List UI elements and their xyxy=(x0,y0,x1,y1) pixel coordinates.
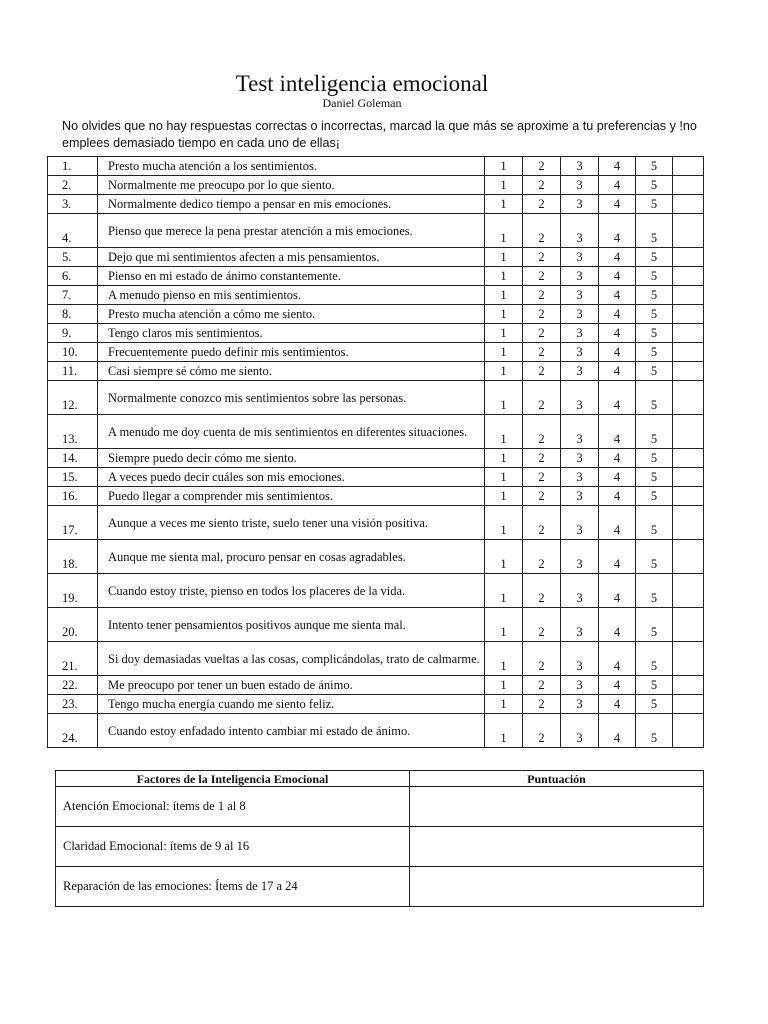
answer-option-1[interactable]: 1 xyxy=(485,449,523,468)
table-row xyxy=(48,608,704,642)
answer-option-4[interactable]: 4 xyxy=(599,214,636,248)
answer-option-4[interactable]: 4 xyxy=(599,381,636,415)
item-question: Tengo claros mis sentimientos. xyxy=(98,324,485,343)
table-row xyxy=(48,695,704,714)
answer-blank-cell[interactable] xyxy=(673,642,704,676)
item-number: 23. xyxy=(48,695,98,714)
answer-blank-cell[interactable] xyxy=(673,286,704,305)
item-number: 8. xyxy=(48,305,98,324)
answer-option-3[interactable]: 3 xyxy=(561,468,599,487)
table-row xyxy=(48,214,704,248)
answer-option-3[interactable]: 3 xyxy=(561,286,599,305)
item-number: 15. xyxy=(48,468,98,487)
table-row xyxy=(48,248,704,267)
answer-blank-cell[interactable] xyxy=(673,487,704,506)
answer-option-4[interactable]: 4 xyxy=(599,574,636,608)
answer-blank-cell[interactable] xyxy=(673,267,704,286)
item-question: Casi siempre sé cómo me siento. xyxy=(98,362,485,381)
answer-blank-cell[interactable] xyxy=(673,195,704,214)
answer-option-3[interactable]: 3 xyxy=(561,343,599,362)
answer-option-1[interactable]: 1 xyxy=(485,574,523,608)
answer-option-5[interactable]: 5 xyxy=(636,267,673,286)
answer-option-3[interactable]: 3 xyxy=(561,214,599,248)
answer-option-4[interactable]: 4 xyxy=(599,248,636,267)
answer-option-1[interactable]: 1 xyxy=(485,608,523,642)
answer-option-5[interactable]: 5 xyxy=(636,449,673,468)
item-question: Cuando estoy triste, pienso en todos los placeres de la vida. xyxy=(98,574,485,608)
answer-option-5[interactable]: 5 xyxy=(636,608,673,642)
factor-score-cell[interactable] xyxy=(410,787,704,827)
table-row xyxy=(48,415,704,449)
answer-option-4[interactable]: 4 xyxy=(599,449,636,468)
table-row xyxy=(48,449,704,468)
item-question: Normalmente conozco mis sentimientos sobre las personas. xyxy=(98,381,485,415)
item-question: Normalmente dedico tiempo a pensar en mis emociones. xyxy=(98,195,485,214)
answer-option-3[interactable]: 3 xyxy=(561,267,599,286)
answer-option-5[interactable]: 5 xyxy=(636,324,673,343)
item-question: Pienso en mi estado de ánimo constantemente. xyxy=(98,267,485,286)
questionnaire-table xyxy=(47,156,704,748)
answer-option-5[interactable]: 5 xyxy=(636,714,673,748)
answer-option-5[interactable]: 5 xyxy=(636,195,673,214)
answer-option-1[interactable]: 1 xyxy=(485,267,523,286)
answer-option-1[interactable]: 1 xyxy=(485,195,523,214)
answer-blank-cell[interactable] xyxy=(673,676,704,695)
table-row xyxy=(48,195,704,214)
answer-blank-cell[interactable] xyxy=(673,506,704,540)
answer-option-4[interactable]: 4 xyxy=(599,324,636,343)
item-number: 5. xyxy=(48,248,98,267)
answer-option-1[interactable]: 1 xyxy=(485,305,523,324)
answer-option-4[interactable]: 4 xyxy=(599,415,636,449)
answer-option-5[interactable]: 5 xyxy=(636,381,673,415)
answer-option-1[interactable]: 1 xyxy=(485,506,523,540)
answer-option-1[interactable]: 1 xyxy=(485,676,523,695)
item-question: A menudo me doy cuenta de mis sentimientos en diferentes situaciones. xyxy=(98,415,485,449)
factor-row xyxy=(56,787,704,827)
answer-option-4[interactable]: 4 xyxy=(599,176,636,195)
answer-option-5[interactable]: 5 xyxy=(636,540,673,574)
answer-blank-cell[interactable] xyxy=(673,468,704,487)
item-number: 16. xyxy=(48,487,98,506)
table-row xyxy=(48,267,704,286)
answer-blank-cell[interactable] xyxy=(673,176,704,195)
answer-option-1[interactable]: 1 xyxy=(485,381,523,415)
answer-option-2[interactable]: 2 xyxy=(523,676,561,695)
answer-option-5[interactable]: 5 xyxy=(636,305,673,324)
item-number: 4. xyxy=(48,214,98,248)
item-question: Pienso que merece la pena prestar atención a mis emociones. xyxy=(98,214,485,248)
answer-option-5[interactable]: 5 xyxy=(636,362,673,381)
answer-option-5[interactable]: 5 xyxy=(636,506,673,540)
answer-option-3[interactable]: 3 xyxy=(561,506,599,540)
answer-option-5[interactable]: 5 xyxy=(636,176,673,195)
table-row xyxy=(48,714,704,748)
answer-option-4[interactable]: 4 xyxy=(599,487,636,506)
answer-blank-cell[interactable] xyxy=(673,343,704,362)
answer-blank-cell[interactable] xyxy=(673,157,704,176)
item-number: 1. xyxy=(48,157,98,176)
table-row xyxy=(48,642,704,676)
item-question: A menudo pienso en mis sentimientos. xyxy=(98,286,485,305)
answer-option-2[interactable]: 2 xyxy=(523,362,561,381)
answer-option-1[interactable]: 1 xyxy=(485,248,523,267)
answer-option-4[interactable]: 4 xyxy=(599,157,636,176)
item-question: A veces puedo decir cuáles son mis emociones. xyxy=(98,468,485,487)
answer-option-2[interactable]: 2 xyxy=(523,415,561,449)
answer-blank-cell[interactable] xyxy=(673,214,704,248)
answer-option-2[interactable]: 2 xyxy=(523,214,561,248)
answer-option-3[interactable]: 3 xyxy=(561,487,599,506)
answer-option-4[interactable]: 4 xyxy=(599,195,636,214)
factor-label: Reparación de las emociones: Ítems de 17 a 24 xyxy=(56,867,410,907)
factor-row xyxy=(56,827,704,867)
table-row xyxy=(48,324,704,343)
factor-row xyxy=(56,867,704,907)
item-number: 11. xyxy=(48,362,98,381)
item-number: 22. xyxy=(48,676,98,695)
answer-option-5[interactable]: 5 xyxy=(636,286,673,305)
answer-option-2[interactable]: 2 xyxy=(523,540,561,574)
answer-option-5[interactable]: 5 xyxy=(636,214,673,248)
factor-score-cell[interactable] xyxy=(410,827,704,867)
answer-option-2[interactable]: 2 xyxy=(523,487,561,506)
item-number: 14. xyxy=(48,449,98,468)
answer-option-2[interactable]: 2 xyxy=(523,642,561,676)
table-row xyxy=(48,381,704,415)
answer-option-3[interactable]: 3 xyxy=(561,248,599,267)
answer-option-1[interactable]: 1 xyxy=(485,362,523,381)
answer-option-3[interactable]: 3 xyxy=(561,676,599,695)
item-question: Tengo mucha energía cuando me siento feliz. xyxy=(98,695,485,714)
answer-option-2[interactable]: 2 xyxy=(523,176,561,195)
answer-option-1[interactable]: 1 xyxy=(485,714,523,748)
answer-option-4[interactable]: 4 xyxy=(599,506,636,540)
table-row xyxy=(48,506,704,540)
answer-option-1[interactable]: 1 xyxy=(485,487,523,506)
factor-score-cell[interactable] xyxy=(410,867,704,907)
answer-option-5[interactable]: 5 xyxy=(636,574,673,608)
answer-option-4[interactable]: 4 xyxy=(599,695,636,714)
answer-option-2[interactable]: 2 xyxy=(523,195,561,214)
answer-option-5[interactable]: 5 xyxy=(636,642,673,676)
answer-option-2[interactable]: 2 xyxy=(523,248,561,267)
factors-header-score: Puntuación xyxy=(410,771,704,787)
answer-option-1[interactable]: 1 xyxy=(485,468,523,487)
item-question: Puedo llegar a comprender mis sentimientos. xyxy=(98,487,485,506)
answer-option-5[interactable]: 5 xyxy=(636,343,673,362)
answer-option-3[interactable]: 3 xyxy=(561,381,599,415)
answer-option-3[interactable]: 3 xyxy=(561,540,599,574)
answer-option-2[interactable]: 2 xyxy=(523,695,561,714)
item-number: 24. xyxy=(48,714,98,748)
answer-blank-cell[interactable] xyxy=(673,415,704,449)
factor-label: Atención Emocional: ítems de 1 al 8 xyxy=(56,787,410,827)
table-row xyxy=(48,540,704,574)
answer-blank-cell[interactable] xyxy=(673,381,704,415)
item-question: Siempre puedo decir cómo me siento. xyxy=(98,449,485,468)
item-number: 19. xyxy=(48,574,98,608)
answer-option-3[interactable]: 3 xyxy=(561,608,599,642)
answer-option-4[interactable]: 4 xyxy=(599,267,636,286)
answer-option-3[interactable]: 3 xyxy=(561,305,599,324)
table-row xyxy=(48,468,704,487)
answer-option-3[interactable]: 3 xyxy=(561,695,599,714)
answer-option-5[interactable]: 5 xyxy=(636,695,673,714)
item-question: Me preocupo por tener un buen estado de ánimo. xyxy=(98,676,485,695)
document-author: Daniel Goleman xyxy=(322,96,402,110)
answer-option-1[interactable]: 1 xyxy=(485,214,523,248)
item-question: Normalmente me preocupo por lo que siento. xyxy=(98,176,485,195)
answer-option-1[interactable]: 1 xyxy=(485,642,523,676)
item-number: 3. xyxy=(48,195,98,214)
answer-option-1[interactable]: 1 xyxy=(485,157,523,176)
answer-option-2[interactable]: 2 xyxy=(523,381,561,415)
item-number: 18. xyxy=(48,540,98,574)
item-question: Presto mucha atención a cómo me siento. xyxy=(98,305,485,324)
answer-option-4[interactable]: 4 xyxy=(599,714,636,748)
answer-option-1[interactable]: 1 xyxy=(485,343,523,362)
answer-option-3[interactable]: 3 xyxy=(561,642,599,676)
item-question: Si doy demasiadas vueltas a las cosas, complicándolas, trato de calmarme. xyxy=(98,642,485,676)
answer-blank-cell[interactable] xyxy=(673,248,704,267)
item-number: 20. xyxy=(48,608,98,642)
item-question: Cuando estoy enfadado intento cambiar mi estado de ánimo. xyxy=(98,714,485,748)
answer-option-3[interactable]: 3 xyxy=(561,324,599,343)
answer-option-5[interactable]: 5 xyxy=(636,676,673,695)
answer-blank-cell[interactable] xyxy=(673,714,704,748)
item-number: 12. xyxy=(48,381,98,415)
table-row xyxy=(48,676,704,695)
table-row xyxy=(48,176,704,195)
answer-option-4[interactable]: 4 xyxy=(599,343,636,362)
answer-option-3[interactable]: 3 xyxy=(561,449,599,468)
answer-option-2[interactable]: 2 xyxy=(523,343,561,362)
document-title: Test inteligencia emocional xyxy=(235,71,489,96)
item-question: Intento tener pensamientos positivos aunque me sienta mal. xyxy=(98,608,485,642)
item-number: 2. xyxy=(48,176,98,195)
item-question: Aunque a veces me siento triste, suelo tener una visión positiva. xyxy=(98,506,485,540)
answer-option-2[interactable]: 2 xyxy=(523,468,561,487)
answer-blank-cell[interactable] xyxy=(673,540,704,574)
answer-option-2[interactable]: 2 xyxy=(523,157,561,176)
item-number: 13. xyxy=(48,415,98,449)
item-number: 10. xyxy=(48,343,98,362)
item-question: Frecuentemente puedo definir mis sentimientos. xyxy=(98,343,485,362)
answer-option-2[interactable]: 2 xyxy=(523,449,561,468)
answer-blank-cell[interactable] xyxy=(673,574,704,608)
factors-table xyxy=(55,770,704,907)
answer-option-4[interactable]: 4 xyxy=(599,676,636,695)
table-row xyxy=(48,305,704,324)
instructions-text: No olvides que no hay respuestas correctas o incorrectas, marcad la que más se aproxime a tu preferencias y !no emplees demasiado tiempo en cada uno de ellas¡ xyxy=(62,119,697,150)
answer-option-1[interactable]: 1 xyxy=(485,695,523,714)
answer-option-5[interactable]: 5 xyxy=(636,248,673,267)
item-number: 6. xyxy=(48,267,98,286)
factor-label: Claridad Emocional: ítems de 9 al 16 xyxy=(56,827,410,867)
answer-option-2[interactable]: 2 xyxy=(523,574,561,608)
answer-option-3[interactable]: 3 xyxy=(561,362,599,381)
answer-option-1[interactable]: 1 xyxy=(485,540,523,574)
answer-blank-cell[interactable] xyxy=(673,449,704,468)
answer-option-2[interactable]: 2 xyxy=(523,714,561,748)
answer-option-5[interactable]: 5 xyxy=(636,487,673,506)
item-question: Dejo que mi sentimientos afecten a mis pensamientos. xyxy=(98,248,485,267)
answer-option-4[interactable]: 4 xyxy=(599,642,636,676)
table-row xyxy=(48,574,704,608)
answer-option-2[interactable]: 2 xyxy=(523,305,561,324)
item-question: Presto mucha atención a los sentimientos. xyxy=(98,157,485,176)
answer-option-4[interactable]: 4 xyxy=(599,468,636,487)
item-number: 9. xyxy=(48,324,98,343)
answer-option-2[interactable]: 2 xyxy=(523,267,561,286)
answer-option-4[interactable]: 4 xyxy=(599,286,636,305)
answer-option-1[interactable]: 1 xyxy=(485,324,523,343)
answer-option-4[interactable]: 4 xyxy=(599,540,636,574)
answer-option-2[interactable]: 2 xyxy=(523,324,561,343)
answer-option-1[interactable]: 1 xyxy=(485,176,523,195)
answer-option-3[interactable]: 3 xyxy=(561,714,599,748)
answer-option-3[interactable]: 3 xyxy=(561,195,599,214)
item-question: Aunque me sienta mal, procuro pensar en cosas agradables. xyxy=(98,540,485,574)
answer-option-1[interactable]: 1 xyxy=(485,415,523,449)
answer-option-2[interactable]: 2 xyxy=(523,608,561,642)
table-row xyxy=(48,157,704,176)
answer-blank-cell[interactable] xyxy=(673,362,704,381)
item-number: 17. xyxy=(48,506,98,540)
answer-blank-cell[interactable] xyxy=(673,305,704,324)
answer-option-3[interactable]: 3 xyxy=(561,415,599,449)
answer-option-1[interactable]: 1 xyxy=(485,286,523,305)
answer-option-4[interactable]: 4 xyxy=(599,362,636,381)
answer-option-2[interactable]: 2 xyxy=(523,286,561,305)
answer-option-5[interactable]: 5 xyxy=(636,157,673,176)
answer-option-3[interactable]: 3 xyxy=(561,176,599,195)
answer-option-5[interactable]: 5 xyxy=(636,415,673,449)
table-row xyxy=(48,362,704,381)
answer-option-3[interactable]: 3 xyxy=(561,157,599,176)
item-number: 7. xyxy=(48,286,98,305)
table-row xyxy=(48,343,704,362)
item-number: 21. xyxy=(48,642,98,676)
answer-option-2[interactable]: 2 xyxy=(523,506,561,540)
answer-option-4[interactable]: 4 xyxy=(599,305,636,324)
table-row xyxy=(48,286,704,305)
answer-blank-cell[interactable] xyxy=(673,324,704,343)
answer-option-3[interactable]: 3 xyxy=(561,574,599,608)
answer-blank-cell[interactable] xyxy=(673,608,704,642)
answer-blank-cell[interactable] xyxy=(673,695,704,714)
table-row xyxy=(48,487,704,506)
factors-header-factor: Factores de la Inteligencia Emocional xyxy=(56,771,410,787)
answer-option-5[interactable]: 5 xyxy=(636,468,673,487)
answer-option-4[interactable]: 4 xyxy=(599,608,636,642)
